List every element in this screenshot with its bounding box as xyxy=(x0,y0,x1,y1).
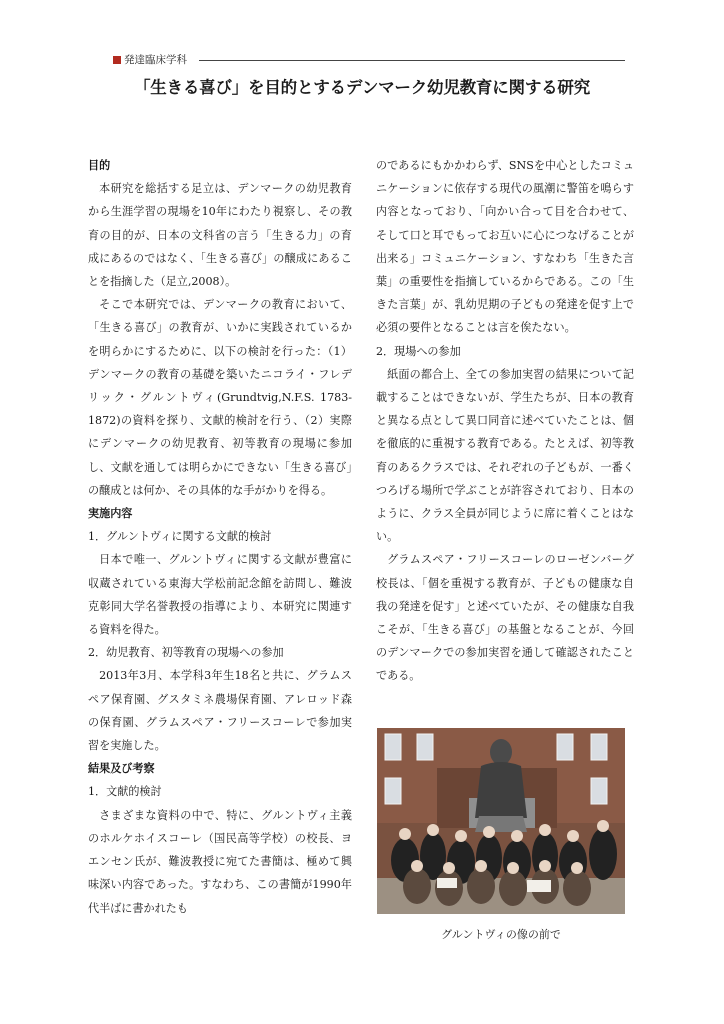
paragraph-literature-review-cont: のであるにもかかわらず、SNSを中心としたコミュニケーションに依存する現代の風潮に警笛を鳴らす内容となっており、「向かい合って目を合わせて、そして口と耳でもってお互いに心につなげることが出来る」コミュニケーション、すなわち「生きた言葉」の重要性を指摘しているからである。この「生きた言葉」が、乳幼児期の子どもの発達を促す上で必須の要件となることは言を俟たない。 xyxy=(376,159,634,335)
red-square-icon xyxy=(113,56,121,64)
paragraph-literature: 日本で唯一、グルントヴィに関する文献が豊富に収蔵されている東海大学松前記念館を訪問し、難波克彰同大学名誉教授の指導により、本研究に関連する資料を得た。 xyxy=(88,553,352,637)
paragraph-literature-review: さまざまな資料の中で、特に、グルントヴィ主義のホルケホイスコーレ（国民高等学校）の校長、ヨエンセン氏が、難波教授に宛てた書簡は、極めて興味深い内容であった。すなわち、この書簡が1990年代半ばに書かれたも xyxy=(88,808,352,915)
photo-caption: グルントヴィの像の前で xyxy=(441,928,561,941)
paragraph-field-2: グラムスペア・フリースコーレのローゼンバーグ校長は、「個を重視する教育が、子どもの健康な自我の発達を促す」と述べていたが、その健康な自我こそが、「生きる喜び」の基盤となることが、今回のデンマークでの参加実習を通して確認されたことである。 xyxy=(376,553,634,683)
paragraph-field-1: 紙面の都合上、全ての参加実習の結果について記載することはできないが、学生たちが、日本の教育と異なる点として異口同音に述べていたことは、個を徹底的に重視する教育である。たとえば、初等教育のあるクラスでは、それぞれの子どもが、一番くつろげる場所で学ぶことが許容されており、日本のように、クラス全員が同じように席に着くことはない。 xyxy=(376,367,634,544)
subheading-literature-review: 1．文献的検討 xyxy=(88,785,162,799)
left-column xyxy=(88,154,352,920)
subheading-fieldwork: 2．幼児教育、初等教育の現場への参加 xyxy=(88,646,284,660)
paragraph-purpose-2: そこで本研究では、デンマークの教育において、「生きる喜び」の教育が、いかに実践されているかを明らかにするために、以下の検討を行った：（1）デンマークの教育の基礎を築いたニコライ・フレデリック・グルントヴィ(Grundtvig,N.F.S. 1783-1872)の資料を探り、文献的検討を行う、（2）実際にデンマークの幼児教育、初等教育の現場に参加し、文献を通しては明らかにできない「生きる喜び」の醸成とは何か、その具体的な手がかりを得る。 xyxy=(88,298,352,497)
subheading-literature: 1．グルントヴィに関する文献的検討 xyxy=(88,530,272,544)
header-rule xyxy=(199,60,625,61)
department-label: 発達臨床学科 xyxy=(124,54,187,66)
header-bar xyxy=(113,53,625,67)
heading-method: 実施内容 xyxy=(88,507,133,521)
group-photo xyxy=(377,728,625,914)
right-column xyxy=(376,154,634,688)
page-title: 「生きる喜び」を目的とするデンマーク幼児教育に関する研究 xyxy=(133,78,591,97)
heading-results: 結果及び考察 xyxy=(88,762,155,776)
subheading-field-participation: 2．現場への参加 xyxy=(376,344,461,358)
paragraph-purpose-1: 本研究を総括する足立は、デンマークの幼児教育から生涯学習の現場を10年にわたり視察し、その教育の目的が、日本の文科省の言う「生きる力」の育成にあるのではなく、「生きる喜び」の醸成にあることを指摘した（足立,2008）。 xyxy=(88,182,352,289)
heading-purpose: 目的 xyxy=(88,159,111,172)
paragraph-fieldwork: 2013年3月、本学科3年生18名と共に、グラムスペア保育園、グスタミネ農場保育園、アレロッド森の保育園、グラムスペア・フリースコーレで参加実習を実施した。 xyxy=(88,669,352,753)
